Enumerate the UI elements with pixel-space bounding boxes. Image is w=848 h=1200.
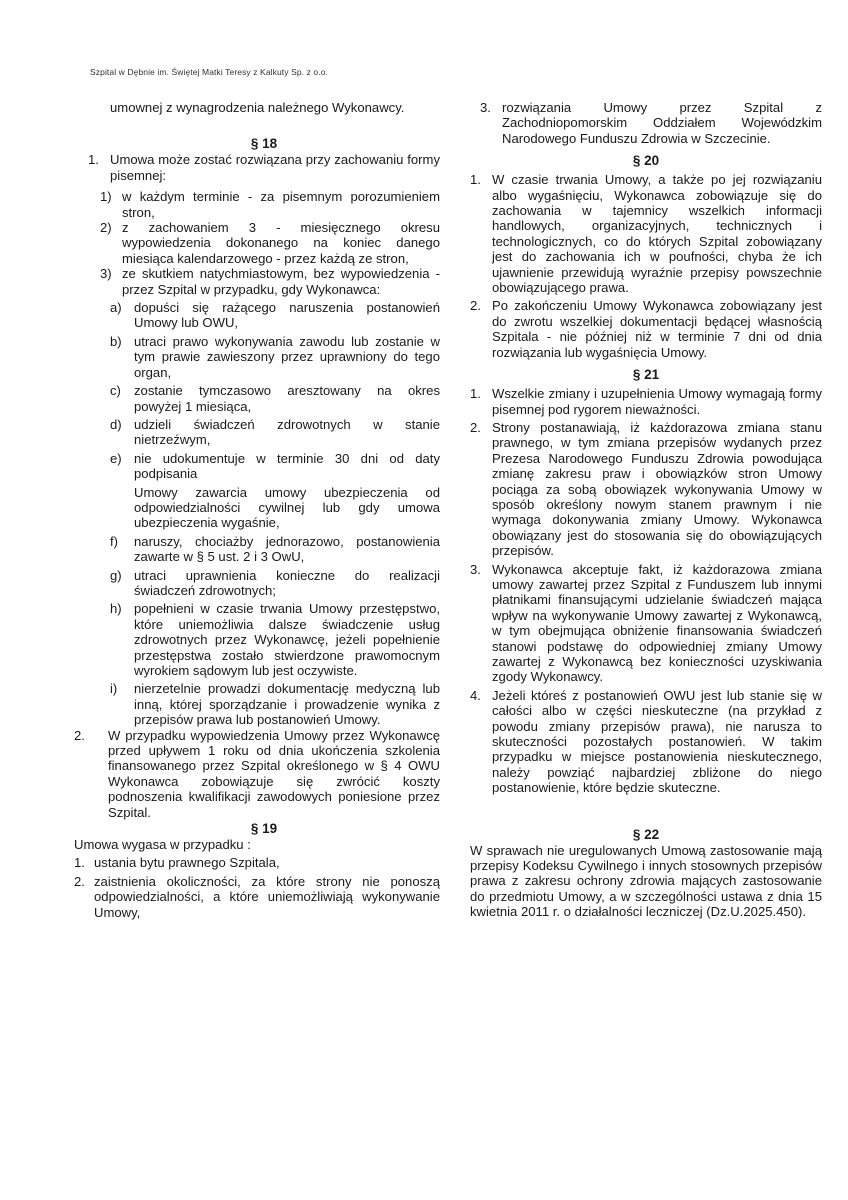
section-20-heading: § 20 — [632, 153, 660, 169]
marker: i) — [110, 681, 118, 697]
s18-paragraph-2 — [74, 728, 440, 820]
letter-text: nie udokumentuje w terminie 30 dni od daty podpisania — [134, 450, 440, 482]
paragraph-text: Umowa może zostać rozwiązana przy zachowaniu formy pisemnej: — [110, 152, 440, 183]
marker: 1. — [88, 152, 99, 168]
marker: e) — [110, 450, 122, 466]
letter-text: utraci prawo wykonywania zawodu lub zostanie w tym prawie zawieszony przez uprawniony do tego organ, — [134, 333, 440, 380]
point-text: z zachowaniem 3 - miesięcznego okresu wypowiedzenia dokonanego na koniec danego miesiąca kalendarzowego - przez każdą ze stron, — [122, 220, 440, 266]
point-text: ustania bytu prawnego Szpitala, — [94, 855, 280, 871]
point-text: ze skutkiem natychmiastowym, bez wypowiedzenia - przez Szpital w przypadku, gdy Wykonawca: — [122, 266, 440, 297]
marker: 2. — [74, 873, 85, 889]
paragraph-text: Strony postanawiają, iż każdorazowa zmiana stanu prawnego, w tym zmiana przepisów wydanych przez Prezesa Narodowego Funduszu Zdrowia powodująca zmianę zakresu praw i obowiązków stron Umowy pociąga za sobą obowiązek wykonywania Umowy w sposób określony nowym stanem prawnym i nie wymaga dokonywania zmiany Umowy. Wykonawca obowiązany jest do stosowania się do obowiązujących przepisów. — [492, 419, 822, 559]
point-text: rozwiązania Umowy przez Szpital z Zachodniopomorskim Oddziałem Wojewódzkim Narodowego Funduszu Zdrowia w Szczecinie. — [502, 100, 822, 146]
s21-paragraph-2 — [470, 420, 822, 559]
point-text: w każdym terminie - za pisemnym porozumieniem stron, — [122, 189, 440, 220]
s18-letter-e-continuation: Umowy zawarcia umowy ubezpieczenia od odpowiedzialności cywilnej lub gdy umowa ubezpieczenia wygaśnie, — [134, 484, 440, 531]
paragraph-text: Po zakończeniu Umowy Wykonawca zobowiązany jest do zwrotu wszelkiej dokumentacji będącej własnością Szpitala - nie później niż w terminie 7 dni od dnia rozwiązania lub wygaśnięcia Umowy. — [492, 298, 822, 360]
letter-text: nierzetelnie prowadzi dokumentację medyczną lub inną, której sporządzanie i prowadzenie wynika z przepisów prawa lub postanowień Umowy. — [134, 681, 440, 728]
left-column — [74, 100, 440, 920]
s20-paragraph-1 — [470, 172, 822, 295]
marker: b) — [110, 333, 122, 349]
s19-point-3 — [480, 100, 822, 146]
s21-paragraph-4 — [470, 688, 822, 796]
s20-paragraph-2 — [470, 298, 822, 360]
marker: 1. — [470, 386, 481, 402]
s18-letter-g — [88, 568, 440, 599]
s18-point-3 — [88, 266, 440, 297]
marker: c) — [110, 383, 121, 399]
marker: 2. — [470, 298, 481, 314]
s18-letter-c — [88, 383, 440, 414]
paragraph-text: W czasie trwania Umowy, a także po jej rozwiązaniu albo wygaśnięciu, Wykonawca zobowiązuje się do zachowania w tajemnicy wszelkich informacji handlowych, organizacyjnych, technicznych i technologicznych, co do których Szpital zobowiązany jest do zachowania ich w poufności, chyba że ich ujawnienie przewidują wyraźnie przepisy powszechnie obowiązującego prawa. — [492, 172, 822, 296]
s18-letter-d — [88, 417, 440, 448]
paragraph-text: Jeżeli któreś z postanowień OWU jest lub stanie się w całości albo w części nieskuteczne (na przykład z powodu zmiany przepisów prawa), nie narusza to skuteczności pozostałych postanowień. W takim przypadku w miejsce postanowienia nieskutecznego, należy powziąć najbardziej zbliżone do niego postanowienie, które będzie skuteczne. — [492, 687, 822, 796]
marker: g) — [110, 567, 122, 583]
section-19-heading: § 19 — [250, 821, 278, 837]
s18-point-1 — [88, 189, 440, 220]
s19-point-1 — [74, 855, 440, 870]
paragraph-text: Wykonawca akceptuje fakt, iż każdorazowa zmiana umowy zawartej przez Szpital z Funduszem lub innymi płatnikami finansującymi udzielanie świadczeń mająca wpływ na wykonywanie Umowy zawartej z Wykonawcą, w tym obejmująca obniżenie finansowania świadczeń stanowi podstawę do odpowiedniej zmiany Umowy zawartej z Wykonawcą bez konieczności uzyskiwania zgody Wykonawcy. — [492, 561, 822, 685]
marker: 3. — [480, 100, 491, 115]
paragraph-text: W przypadku wypowiedzenia Umowy przez Wykonawcę przed upływem 1 roku od dnia ukończenia szkolenia finansowanego przez Szpital określonego w § 4 OWU Wykonawca zobowiązuje się zwrócić koszty podnoszenia kwalifikacji zawodowych poniesione przez Szpital. — [108, 727, 440, 820]
letter-text: utraci uprawnienia konieczne do realizacji świadczeń zdrowotnych; — [134, 567, 440, 598]
marker: 1. — [74, 855, 85, 871]
point-text: zaistnienia okoliczności, za które strony nie ponoszą odpowiedzialności, a które uniemożliwiają wykonywanie Umowy, — [94, 873, 440, 920]
letter-text: naruszy, chociażby jednorazowo, postanowienia zawarte w § 5 ust. 2 i 3 OwU, — [134, 533, 440, 565]
marker: 3) — [100, 266, 112, 282]
marker: 2) — [100, 220, 112, 236]
s19-intro: Umowa wygasa w przypadku : — [74, 837, 251, 853]
marker: 1. — [470, 172, 481, 188]
s18-point-2 — [88, 220, 440, 266]
marker: 2. — [470, 419, 481, 435]
s18-letter-i — [88, 681, 440, 727]
s18-letter-f — [88, 534, 440, 565]
marker: f) — [110, 533, 118, 549]
s19-point-2 — [74, 874, 440, 920]
marker: 3. — [470, 561, 481, 577]
s21-paragraph-1 — [470, 386, 822, 417]
section-22-heading: § 22 — [632, 826, 660, 842]
s22-text: W sprawach nie uregulowanych Umową zastosowanie mają przepisy Kodeksu Cywilnego i innych stosownych przepisów prawa z zakresu ochrony zdrowia mających zastosowanie do przedmiotu Umowy, a w szczególności ustawa z dnia 15 kwietnia 2011 r. o działalności leczniczej (Dz.U.2025.450). — [470, 842, 822, 920]
s18-letter-h — [88, 601, 440, 678]
letter-text: dopuści się rażącego naruszenia postanowień Umowy lub OWU, — [134, 300, 440, 331]
letter-text: zostanie tymczasowo aresztowany na okres powyżej 1 miesiąca, — [134, 383, 440, 414]
marker: h) — [110, 601, 122, 617]
right-column — [470, 100, 822, 920]
s18-letter-e — [88, 451, 440, 482]
section-21-heading: § 21 — [632, 367, 660, 383]
letter-text: popełnieni w czasie trwania Umowy przestępstwo, które uniemożliwia dalsze świadczenie usług zdrowotnych przez Wykonawcę, jeżeli popełnienie przestępstwa zostało stwierdzone prawomocnym wyrokiem sądowym lub jest oczywiste. — [134, 601, 440, 678]
marker: 2. — [74, 727, 85, 743]
letter-text: udzieli świadczeń zdrowotnych w stanie nietrzeźwym, — [134, 416, 440, 448]
page-header: Szpital w Dębnie im. Świętej Matki Teresy z Kalkuty Sp. z o.o. — [90, 67, 328, 77]
paragraph-text: Wszelkie zmiany i uzupełnienia Umowy wymagają formy pisemnej pod rygorem nieważności. — [492, 386, 822, 417]
s18-paragraph-1 — [88, 152, 440, 183]
marker: a) — [110, 300, 122, 316]
s18-letter-b — [88, 334, 440, 380]
marker: d) — [110, 416, 122, 432]
continued-text: umownej z wynagrodzenia należnego Wykonawcy. — [110, 100, 405, 115]
marker: 4. — [470, 687, 481, 703]
s21-paragraph-3 — [470, 562, 822, 685]
marker: 1) — [100, 189, 112, 205]
section-18-heading: § 18 — [250, 136, 278, 152]
s18-letter-a — [88, 300, 440, 331]
